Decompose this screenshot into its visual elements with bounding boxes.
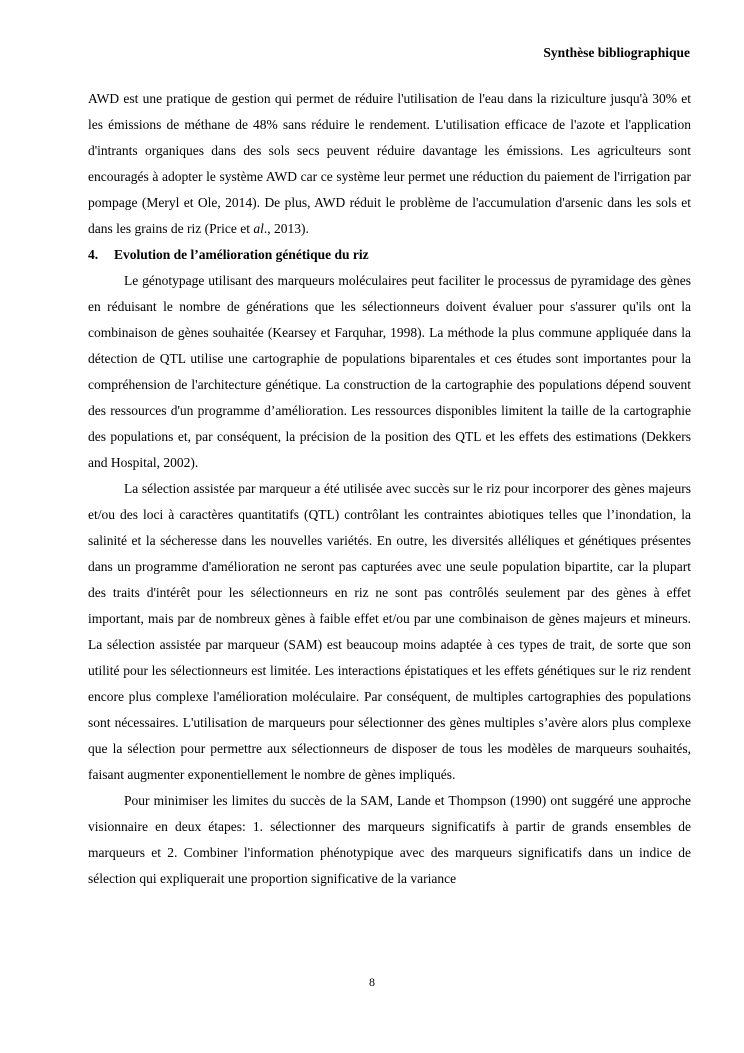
- paragraph-limites-sam: Pour minimiser les limites du succès de la SAM, Lande et Thompson (1990) ont suggéré une approche visionnaire en deux étapes: 1. sélectionner des marqueurs significatifs à partir de grands ensembles de marqueurs et 2. Combiner l'information phénotypique avec des marqueurs significatifs dans un indice de sélection qui expliquerait une proportion significative de la variance: [88, 793, 691, 886]
- paragraph-genotypage: Le génotypage utilisant des marqueurs moléculaires peut faciliter le processus de pyramidage des gènes en réduisant le nombre de générations que les sélectionneurs doivent évaluer pour s'assurer qu'ils ont la combinaison de gènes souhaitée (Kearsey et Farquhar, 1998). La méthode la plus commune appliquée dans la détection de QTL utilise une cartographie de populations biparentales et ces études sont importantes pour la compréhension de l'architecture génétique. La construction de la cartographie des populations dépend souvent des ressources d'un programme d’amélioration. Les ressources disponibles limitent la taille de la cartographie des populations et, par conséquent, la précision de la position des QTL et les effets des estimations (Dekkers and Hospital, 2002).: [88, 273, 691, 470]
- section-number: 4.: [88, 247, 99, 262]
- page-number: 8: [369, 975, 375, 989]
- paragraph-selection-assistee: La sélection assistée par marqueur a été utilisée avec succès sur le riz pour incorporer des gènes majeurs et/ou des loci à caractères quantitatifs (QTL) contrôlant les contraintes abiotiques telles que l’inondation, la salinité et la sécheresse dans les nouvelles variétés. En outre, les diversités alléliques et génétiques présentes dans un programme d'amélioration ne seront pas capturées avec une seule population bipartite, car la plupart des traits d'intérêt pour les sélectionneurs en riz ne sont pas contrôlés seulement par des gènes à effet important, mais par de nombreux gènes à faible effet et/ou par une combinaison de gènes majeurs et mineurs. La sélection assistée par marqueur (SAM) est beaucoup moins adaptée à ces types de trait, de sorte que son utilité pour les sélectionneurs est limitée. Les interactions épistatiques et les effets génétiques sur le riz rendent encore plus complexe l'amélioration moléculaire. Par conséquent, de multiples cartographies des populations sont nécessaires. L'utilisation de marqueurs pour sélectionner des gènes multiples s’avère alors plus complexe que la sélection pour permettre aux sélectionneurs de disposer de tous les modèles de marqueurs souhaités, faisant augmenter exponentiellement le nombre de gènes impliqués.: [88, 481, 691, 782]
- section-title: Evolution de l’amélioration génétique du riz: [114, 247, 369, 262]
- section-heading: [88, 242, 691, 268]
- paragraph-awd-text: AWD est une pratique de gestion qui permet de réduire l'utilisation de l'eau dans la riziculture jusqu'à 30% et les émissions de méthane de 48% sans réduire le rendement. L'utilisation efficace de l'azote et l'application d'intrants organiques dans des sols secs peuvent réduire davantage les émissions. Les agriculteurs sont encouragés à adopter le système AWD car ce système leur permet une réduction du paiement de l'irrigation par pompage (Meryl et Ole, 2014). De plus, AWD réduit le problème de l'accumulation d'arsenic dans les sols et dans les grains de riz (Price et: [88, 91, 691, 236]
- paragraph-awd-italic: al: [253, 221, 264, 236]
- running-header: Synthèse bibliographique: [543, 45, 690, 60]
- paragraph-awd: [88, 86, 691, 242]
- body-text: [88, 86, 691, 892]
- paragraph-awd-end: ., 2013).: [263, 221, 309, 236]
